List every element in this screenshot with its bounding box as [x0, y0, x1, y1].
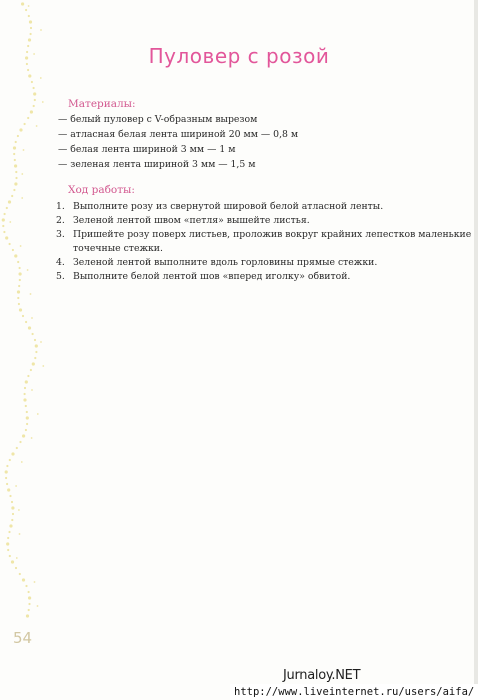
decorative-dot: [22, 578, 25, 581]
decorative-dot: [34, 99, 36, 101]
decorative-dot: [7, 549, 9, 551]
decorative-dot: [6, 207, 8, 209]
decorative-dot: [18, 285, 20, 287]
decorative-dot: [19, 128, 22, 131]
decorative-dot: [30, 110, 33, 113]
decorative-dot: [33, 105, 35, 107]
material-item: — атласная белая лента шириной 20 мм — 0,8 м: [58, 129, 299, 140]
decorative-dot: [30, 33, 32, 35]
materials-heading: Материалы:: [68, 98, 136, 110]
decorative-dot: [31, 437, 33, 439]
decorative-dot: [19, 272, 22, 275]
decorative-dot: [15, 567, 17, 569]
page-number: 54: [13, 629, 33, 647]
decorative-dot: [6, 542, 9, 545]
decorative-dot: [28, 603, 30, 605]
decorative-dot: [5, 236, 8, 239]
decorative-dot: [14, 182, 17, 185]
decorative-dot: [34, 581, 36, 583]
decorative-dot: [28, 74, 31, 77]
decorative-dot: [31, 317, 33, 319]
decorative-dot: [18, 303, 20, 305]
decorative-dot: [2, 218, 5, 221]
decorative-dot: [8, 200, 11, 203]
decorative-dot: [42, 365, 44, 367]
decorative-dot: [25, 9, 27, 11]
work-heading: Ход работы:: [68, 184, 135, 196]
decorative-dot: [21, 173, 23, 175]
decorative-dot: [9, 524, 12, 527]
decorative-dot: [19, 441, 21, 443]
watermark-text: Jurnaloy.NET: [283, 668, 361, 683]
decorative-dot: [19, 533, 21, 535]
step-text: Выполните розу из свернутой шировой белой атласной ленты.: [73, 201, 384, 212]
decorative-dot: [28, 5, 30, 7]
decorative-dot: [13, 153, 15, 155]
decorative-dot: [40, 77, 42, 79]
decorative-dot: [35, 344, 38, 347]
decorative-dot: [15, 485, 17, 487]
decorative-dot: [12, 249, 14, 251]
decorative-dot: [8, 531, 10, 533]
decorative-dot: [28, 596, 31, 599]
decorative-dot: [34, 357, 36, 359]
decorative-dot: [24, 387, 26, 389]
step-text-continuation: точечные стежки.: [73, 243, 163, 254]
decorative-dot: [14, 254, 17, 257]
decorative-dot: [13, 146, 16, 149]
decorative-dot: [4, 213, 6, 215]
decorative-dot: [9, 221, 11, 223]
decorative-dot: [9, 555, 11, 557]
decorative-dot: [25, 585, 27, 587]
decorative-dot: [28, 15, 30, 17]
material-item: — белая лента шириной 3 мм — 1 м: [58, 144, 236, 155]
decorative-dot: [12, 513, 14, 515]
decorative-dot: [15, 141, 17, 143]
decorative-dot: [20, 245, 22, 247]
decorative-dot: [27, 375, 29, 377]
step-text: Пришейте розу поверх листьев, проложив вокруг крайних лепестков маленькие: [73, 229, 472, 240]
decorative-dot: [17, 290, 20, 293]
decorative-dot: [31, 389, 33, 391]
decorative-dot: [30, 293, 32, 295]
page-edge-shadow: [474, 0, 478, 700]
decorative-dot: [40, 341, 42, 343]
decorative-dot: [29, 20, 32, 23]
decorative-dot: [3, 231, 5, 233]
decorative-dot: [37, 605, 39, 607]
decorative-dot: [5, 477, 7, 479]
step-number: 5.: [56, 271, 65, 282]
decorative-dot: [6, 465, 8, 467]
step-text: Зеленой лентой швом «петля» вышейте листья.: [73, 215, 310, 226]
decorative-dot: [23, 398, 26, 401]
decorative-dot: [17, 135, 19, 137]
decorative-dot: [26, 411, 28, 413]
decorative-dot: [25, 429, 27, 431]
decorative-dot: [26, 423, 28, 425]
decorative-dot: [27, 269, 29, 271]
decorative-dot: [21, 2, 24, 5]
decorative-dot: [30, 27, 32, 29]
decorative-dot: [9, 495, 11, 497]
decorative-dot: [11, 519, 13, 521]
decorative-dot: [27, 117, 29, 119]
decorative-dot: [17, 261, 19, 263]
decorative-dot: [23, 149, 25, 151]
decorative-dot: [17, 297, 19, 299]
decorative-dot: [33, 92, 36, 95]
decorative-dot: [19, 279, 21, 281]
page-title: Пуловер с розой: [148, 44, 330, 68]
step-number: 3.: [56, 229, 65, 240]
material-item: — зеленая лента шириной 3 мм — 1,5 м: [58, 159, 256, 170]
step-text: Выполните белой лентой шов «вперед иголку» обвитой.: [73, 271, 351, 282]
material-item: — белый пуловер с V-образным вырезом: [58, 114, 258, 125]
decorative-dot: [26, 416, 29, 419]
decorative-dot: [34, 339, 36, 341]
decorative-dot: [19, 308, 22, 311]
decorative-dot: [9, 243, 11, 245]
source-url-caption: http://www.liveinternet.ru/users/aifa/: [230, 684, 478, 700]
decorative-dot: [5, 470, 8, 473]
step-text: Зеленой лентой выполните вдоль горловины прямые стежки.: [73, 257, 378, 268]
decorative-dot: [11, 195, 13, 197]
decorative-dot: [6, 483, 8, 485]
decorative-dot: [16, 447, 18, 449]
decorative-dot: [30, 369, 32, 371]
decorative-dot: [24, 123, 26, 125]
decorative-dot: [25, 321, 27, 323]
decorative-dot: [31, 333, 33, 335]
decorative-dot: [40, 29, 42, 31]
decorative-dot: [33, 87, 35, 89]
decorative-dot: [15, 171, 17, 173]
decorative-dot: [22, 434, 25, 437]
decorative-dot: [16, 557, 18, 559]
decorative-dot: [42, 101, 44, 103]
decorative-dot: [26, 614, 29, 617]
decorative-dot: [19, 267, 21, 269]
decorative-dot: [28, 38, 31, 41]
decorative-dot: [32, 362, 35, 365]
decorative-dot: [25, 380, 28, 383]
decorative-dot: [11, 560, 14, 563]
decorative-dot: [35, 351, 37, 353]
decorative-dot: [15, 177, 17, 179]
decorative-dot: [21, 197, 23, 199]
decorative-dot: [25, 405, 27, 407]
decorative-dot: [28, 591, 30, 593]
decorative-dot: [37, 413, 39, 415]
decorative-dot: [27, 69, 29, 71]
step-number: 2.: [56, 215, 65, 226]
decorative-dot: [14, 164, 17, 167]
step-number: 4.: [56, 257, 65, 268]
decorative-dot: [28, 609, 30, 611]
decorative-dot: [14, 159, 16, 161]
decorative-dot: [11, 452, 14, 455]
decorative-dot: [7, 537, 9, 539]
decorative-dot: [2, 225, 4, 227]
decorative-dot: [18, 509, 20, 511]
decorative-dot: [9, 459, 11, 461]
decorative-dot: [11, 501, 13, 503]
step-number: 1.: [56, 201, 65, 212]
decorative-dot: [28, 326, 31, 329]
decorative-dot: [7, 488, 10, 491]
decorative-dot: [21, 461, 23, 463]
decorative-dot: [36, 125, 38, 127]
decorative-dot: [22, 315, 24, 317]
decorative-dot: [19, 573, 21, 575]
decorative-dot: [11, 506, 14, 509]
decorative-dot: [24, 393, 26, 395]
decorative-dot: [13, 189, 15, 191]
decorative-dot-trail: [0, 0, 60, 700]
decorative-dot: [31, 81, 33, 83]
